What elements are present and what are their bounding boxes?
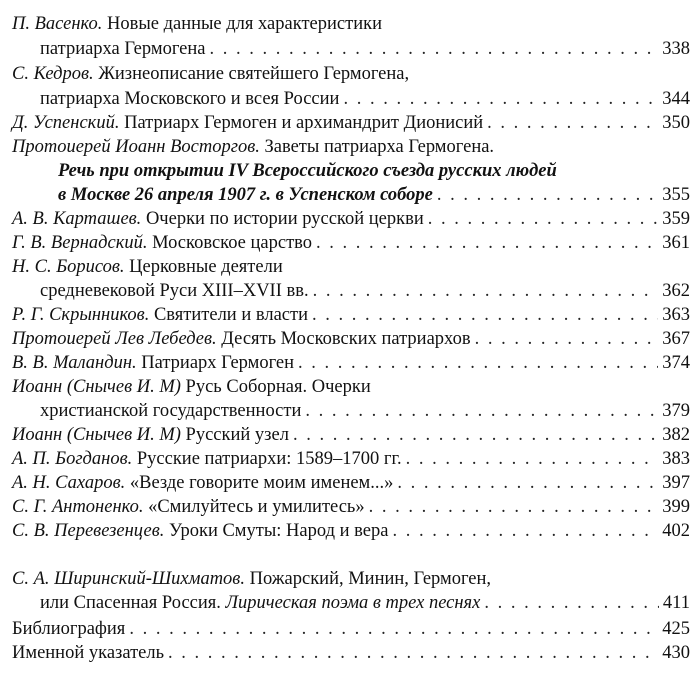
toc-title: Святители и власти (149, 305, 308, 325)
toc-title: Русские патриархи: 1589–1700 гг. (132, 449, 402, 469)
toc-author: Иоанн (Снычев И. М) (12, 425, 181, 445)
toc-leader-dots (428, 207, 659, 231)
toc-entry-skrynnikov[interactable] (12, 303, 690, 327)
toc-title: Уроки Смуты: Народ и вера (164, 521, 389, 541)
toc-page-number: 362 (662, 281, 690, 301)
toc-title: Русский узел (180, 425, 289, 445)
toc-title: Русь Соборная. Очерки (180, 377, 371, 397)
toc-leader-dots (313, 279, 659, 303)
toc-leader-dots (369, 495, 659, 519)
toc-page-number: 344 (662, 89, 690, 109)
toc-author: А. Н. Сахаров. (12, 473, 126, 493)
toc-entry-malandin[interactable] (12, 351, 690, 375)
toc-entry-lebedev[interactable] (12, 327, 690, 351)
toc-page-number: 402 (662, 521, 690, 541)
toc-author: С. Кедров. (12, 64, 94, 84)
toc-author: Н. С. Борисов. (12, 257, 125, 277)
toc-subtitle: Речь при открытии IV Всероссийского съезда русских людей (58, 161, 557, 181)
toc-entry-kedrov-cont[interactable] (40, 87, 690, 111)
toc-title: Церковные деятели (124, 257, 283, 277)
toc-leader-dots (298, 351, 658, 375)
toc-leader-dots (293, 423, 658, 447)
toc-entry-borisov-cont[interactable] (40, 279, 690, 303)
toc-title: Очерки по истории русской церкви (141, 209, 424, 229)
toc-leader-dots (343, 87, 658, 111)
toc-leader-dots (484, 591, 659, 615)
toc-leader-dots (305, 399, 658, 423)
toc-entry-bibliography[interactable] (12, 617, 690, 641)
toc-entry-shirinsky[interactable] (12, 567, 690, 591)
toc-entry-bogdanov[interactable] (12, 447, 690, 471)
toc-author: С. Г. Антоненко. (12, 497, 144, 517)
toc-page-number: 383 (662, 449, 690, 469)
toc-leader-dots (316, 231, 658, 255)
toc-author: А. В. Карташев. (12, 209, 142, 229)
toc-title: средневековой Руси XIII–XVII вв. (40, 281, 309, 301)
toc-page-number: 361 (662, 233, 690, 253)
toc-page-number: 399 (662, 497, 690, 517)
toc-author: С. В. Перевезенцев. (12, 521, 165, 541)
toc-leader-dots (312, 303, 658, 327)
toc-entry-perevezentsev[interactable] (12, 519, 690, 543)
toc-title: Пожарский, Минин, Гермоген, (244, 569, 492, 589)
toc-page-number: 430 (662, 643, 690, 663)
toc-author: В. В. Маландин. (12, 353, 137, 373)
toc-leader-dots (397, 471, 658, 495)
toc-title: христианской государственности (40, 401, 302, 421)
toc-entry-vasenko-cont[interactable] (40, 37, 690, 61)
toc-page-number: 367 (662, 329, 690, 349)
toc-entry-kedrov[interactable] (12, 62, 690, 86)
toc-author: Г. В. Вернадский. (12, 233, 148, 253)
toc-title: Десять Московских патриархов (216, 329, 471, 349)
toc-author: Протоиерей Лев Лебедев. (12, 329, 217, 349)
toc-leader-dots (392, 519, 658, 543)
toc-title: Патриарх Гермоген и архимандрит Дионисий (119, 113, 484, 133)
toc-entry-borisov[interactable] (12, 255, 690, 279)
toc-entry-ioann-rus[interactable] (12, 375, 690, 399)
toc-entry-antonenko[interactable] (12, 495, 690, 519)
toc-page-number: 425 (662, 619, 690, 639)
toc-author: Иоанн (Снычев И. М) (12, 377, 181, 397)
toc-title: Жизнеописание святейшего Гермогена, (93, 64, 410, 84)
toc-entry-ioann-uzel[interactable] (12, 423, 690, 447)
toc-page-number: 350 (662, 113, 690, 133)
toc-entry-vernadsky[interactable] (12, 231, 690, 255)
toc-page-number: 374 (662, 353, 690, 373)
toc-leader-dots (487, 111, 658, 135)
toc-entry-vostorgov-sub[interactable] (58, 159, 690, 183)
toc-author: Протоиерей Иоанн Восторгов. (12, 137, 260, 157)
toc-page-number: 359 (662, 209, 690, 229)
toc-title: или Спасенная Россия. (40, 593, 226, 613)
toc-author: Р. Г. Скрынников. (12, 305, 150, 325)
toc-title: «Везде говорите моим именем...» (125, 473, 394, 493)
toc-leader-dots (475, 327, 659, 351)
toc-title: Патриарх Гермоген (136, 353, 295, 373)
toc-leader-dots (406, 447, 659, 471)
toc-title: патриарха Гермогена (40, 39, 206, 59)
toc-title: Библиография (12, 619, 126, 639)
toc-entry-kartashev[interactable] (12, 207, 690, 231)
toc-author: А. П. Богданов. (12, 449, 133, 469)
toc-leader-dots (129, 617, 658, 641)
toc-page-number: 411 (662, 593, 690, 613)
toc-entry-shirinsky-cont[interactable] (40, 591, 690, 615)
toc-leader-dots (437, 183, 658, 207)
toc-author: Д. Успенский. (12, 113, 120, 133)
toc-author: П. Васенко. (12, 14, 103, 34)
toc-title: патриарха Московского и всея России (40, 89, 340, 109)
toc-entry-uspensky[interactable] (12, 111, 690, 135)
toc-title: Заветы патриарха Гермогена. (259, 137, 495, 157)
toc-entry-name-index[interactable] (12, 641, 690, 665)
toc-title: «Смилуйтесь и умилитесь» (143, 497, 365, 517)
toc-title: Именной указатель (12, 643, 165, 663)
toc-page-number: 397 (662, 473, 690, 493)
toc-page-number: 355 (662, 185, 690, 205)
toc-entry-ioann-rus-cont[interactable] (40, 399, 690, 423)
toc-leader-dots (168, 641, 658, 665)
toc-entry-vostorgov-sub2[interactable] (58, 183, 690, 207)
toc-page-number: 338 (662, 39, 690, 59)
toc-page-number: 379 (662, 401, 690, 421)
toc-subtitle: Лирическая поэма в трех песнях (225, 593, 481, 613)
toc-title: Московское царство (147, 233, 313, 253)
toc-entry-vostorgov[interactable] (12, 135, 690, 159)
toc-entry-vasenko[interactable] (12, 12, 690, 36)
toc-page-number: 363 (662, 305, 690, 325)
toc-entry-sakharov[interactable] (12, 471, 690, 495)
toc-title: Новые данные для характеристики (102, 14, 383, 34)
toc-author: С. А. Ширинский-Шихматов. (12, 569, 245, 589)
toc-leader-dots (210, 37, 659, 61)
toc-subtitle: в Москве 26 апреля 1907 г. в Успенском соборе (58, 185, 433, 205)
toc-page-number: 382 (662, 425, 690, 445)
